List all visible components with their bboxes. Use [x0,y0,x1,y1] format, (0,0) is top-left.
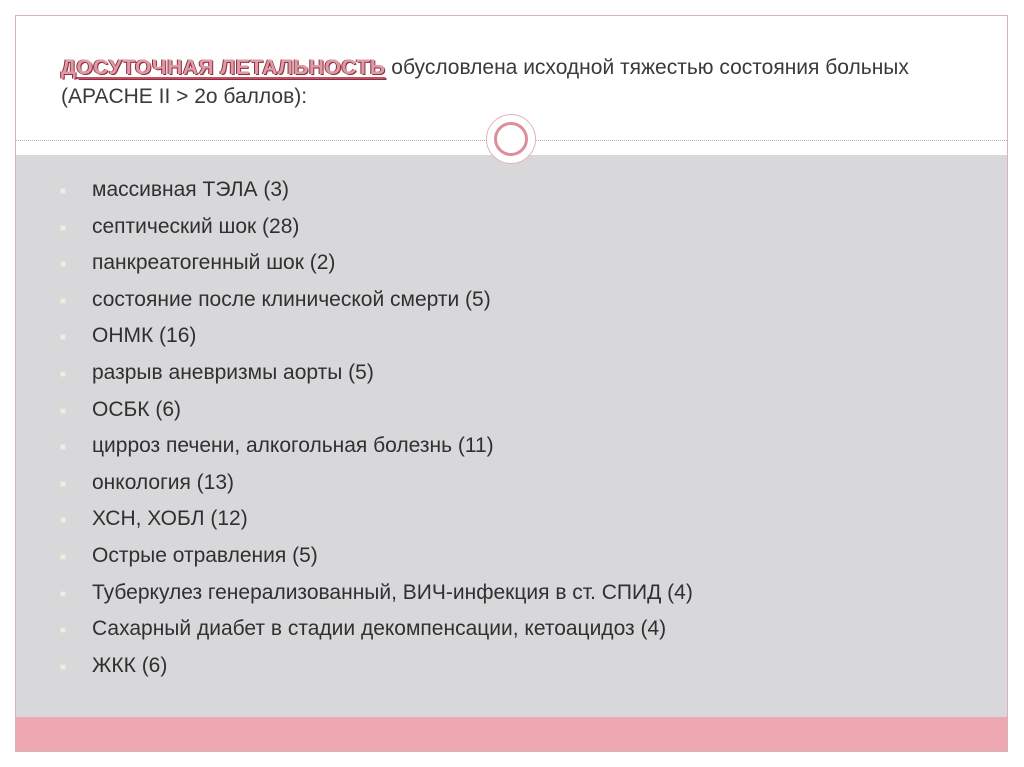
list-item-text: ЖКК (6) [92,653,168,677]
list-item [60,392,693,429]
footer-band [16,717,1007,751]
list-item-text: Туберкулез генерализованный, ВИЧ-инфекция в ст. СПИД (4) [92,580,693,604]
title-rest: обусловлена исходной тяжестью состояния больных (APACHE II > 2о баллов): [61,56,909,108]
square-bullet-icon [60,664,66,670]
list-item [60,611,693,648]
square-bullet-icon [60,444,66,450]
list-item-text: панкреатогенный шок (2) [92,251,336,275]
list-item [60,209,693,246]
list-item [60,575,693,612]
square-bullet-icon [60,225,66,231]
square-bullet-icon [60,188,66,194]
list-item-text: ХСН, ХОБЛ (12) [92,507,248,531]
list-item [60,282,693,319]
list-item-text: онкология (13) [92,470,235,494]
list-item [60,648,693,685]
circle-ornament-icon [486,114,536,164]
list-item-text: разрыв аневризмы аорты (5) [92,360,374,384]
list-item-text: ОСБК (6) [92,397,182,421]
list-item [60,318,693,355]
list-item-text: массивная ТЭЛА (3) [92,178,289,201]
square-bullet-icon [60,627,66,633]
square-bullet-icon [60,261,66,267]
list-item [60,428,693,465]
content-area [16,155,1007,717]
square-bullet-icon [60,408,66,414]
square-bullet-icon [60,481,66,487]
square-bullet-icon [60,334,66,340]
square-bullet-icon [60,591,66,597]
list-item [60,355,693,392]
list-item-text: Острые отравления (5) [92,543,318,567]
list-item [60,501,693,538]
title-emphasis: ДОСУТОЧНАЯ ЛЕТАЛЬНОСТЬ [61,56,386,79]
slide-title [61,53,981,111]
list-item [60,465,693,502]
list-item-text: цирроз печени, алкогольная болезнь (11) [92,434,494,458]
list-item-text: септический шок (28) [92,214,300,238]
list-item [60,245,693,282]
list-item [60,172,693,209]
square-bullet-icon [60,554,66,560]
list-item-text: Сахарный диабет в стадии декомпенсации, кетоацидоз (4) [92,617,667,641]
square-bullet-icon [60,371,66,377]
bullet-list [60,172,693,684]
square-bullet-icon [60,517,66,523]
square-bullet-icon [60,298,66,304]
list-item-text: ОНМК (16) [92,324,197,348]
slide [15,15,1008,752]
list-item-text: состояние после клинической смерти (5) [92,287,491,311]
list-item [60,538,693,575]
